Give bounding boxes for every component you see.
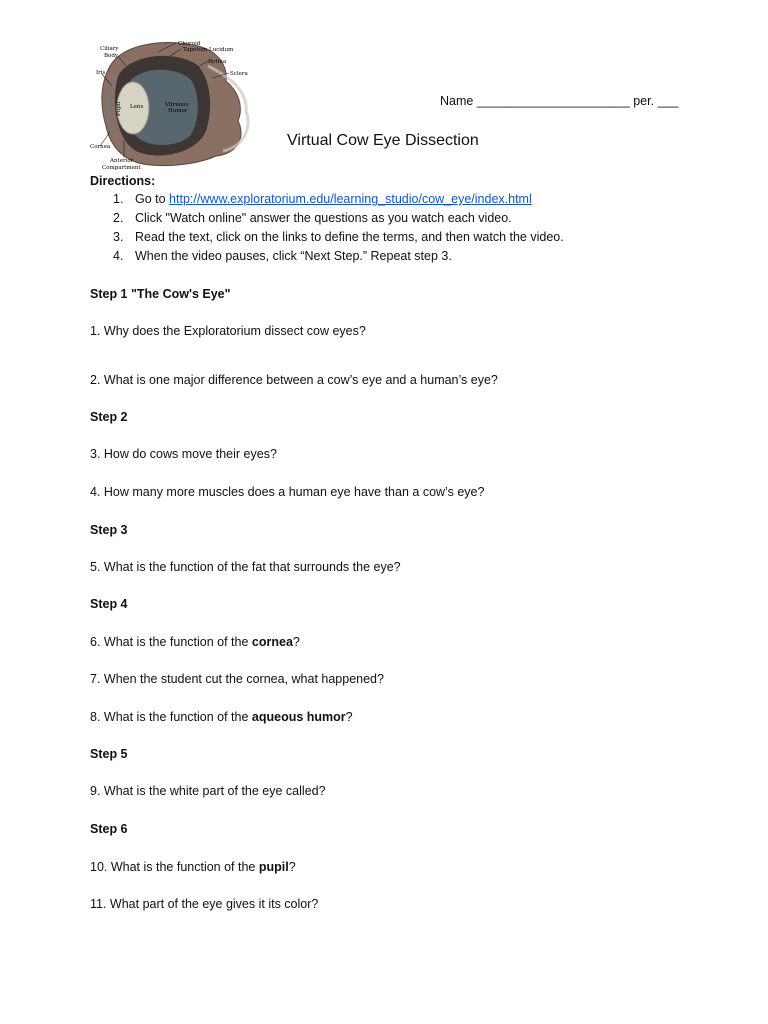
direction-text: Go to <box>135 192 170 206</box>
direction-number: 2. <box>113 211 124 225</box>
direction-number: 3. <box>113 230 124 244</box>
question-8 <box>90 710 353 724</box>
term-cornea: cornea <box>251 635 293 649</box>
directions-heading: Directions: <box>90 174 156 188</box>
name-period-line: Name ______________________ per. ___ <box>440 94 679 108</box>
step-5-heading: Step 5 <box>90 747 128 761</box>
label-vitreous: Vitreous <box>165 102 189 108</box>
label-sclera: Sclera <box>230 71 248 77</box>
question-10-end: ? <box>288 860 296 874</box>
label-tapetum: Tapetum Lucidum <box>183 47 234 53</box>
label-humor: Humor <box>168 108 188 114</box>
question-8-text: 8. What is the function of the <box>90 710 252 724</box>
label-compartment: Compartment <box>102 165 141 171</box>
direction-number: 1. <box>113 192 124 206</box>
direction-item-3 <box>113 230 564 244</box>
question-4: 4. How many more muscles does a human eye have than a cow’s eye? <box>90 485 485 499</box>
label-choroid: Choroid <box>178 41 201 47</box>
step-2-heading: Step 2 <box>90 410 128 424</box>
step-4-heading: Step 4 <box>90 597 128 611</box>
term-aqueous-humor: aqueous humor <box>251 710 346 724</box>
label-retina: Retina <box>208 59 227 65</box>
question-6 <box>90 635 300 649</box>
direction-item-2 <box>113 211 512 225</box>
direction-text: Click "Watch online" answer the questions as you watch each video. <box>135 211 512 225</box>
step-3-heading: Step 3 <box>90 523 128 537</box>
question-8-end: ? <box>345 710 353 724</box>
question-10-text: 10. What is the function of the <box>90 860 259 874</box>
label-iris: Iris <box>96 70 106 76</box>
question-5: 5. What is the function of the fat that surrounds the eye? <box>90 560 401 574</box>
label-lens: Lens <box>130 104 144 110</box>
label-anterior: Anterior <box>110 158 134 164</box>
direction-text: When the video pauses, click “Next Step.” Repeat step 3. <box>135 249 452 263</box>
label-body: Body <box>104 53 118 59</box>
direction-text: Read the text, click on the links to define the terms, and then watch the video. <box>135 230 564 244</box>
question-9: 9. What is the white part of the eye called? <box>90 784 326 798</box>
question-7: 7. When the student cut the cornea, what happened? <box>90 672 384 686</box>
question-6-text: 6. What is the function of the <box>90 635 252 649</box>
cow-eye-diagram <box>88 36 258 176</box>
direction-item-4 <box>113 249 452 263</box>
question-10 <box>90 860 296 874</box>
label-pupil: Pupil <box>116 101 122 116</box>
step-1-heading: Step 1 "The Cow's Eye" <box>90 287 231 301</box>
term-pupil: pupil <box>258 860 289 874</box>
direction-number: 4. <box>113 249 124 263</box>
label-cornea: Cornea <box>90 144 111 150</box>
question-11: 11. What part of the eye gives it its color? <box>90 897 319 911</box>
exploratorium-link[interactable]: http://www.exploratorium.edu/learning_studio/cow_eye/index.html <box>169 192 532 206</box>
question-2: 2. What is one major difference between a cow’s eye and a human’s eye? <box>90 373 498 387</box>
label-ciliary: Ciliary <box>100 46 119 52</box>
page-title: Virtual Cow Eye Dissection <box>287 132 479 149</box>
step-6-heading: Step 6 <box>90 822 128 836</box>
question-3: 3. How do cows move their eyes? <box>90 447 277 461</box>
direction-item-1 <box>113 192 532 206</box>
question-6-end: ? <box>292 635 300 649</box>
question-1: 1. Why does the Exploratorium dissect cow eyes? <box>90 324 366 338</box>
